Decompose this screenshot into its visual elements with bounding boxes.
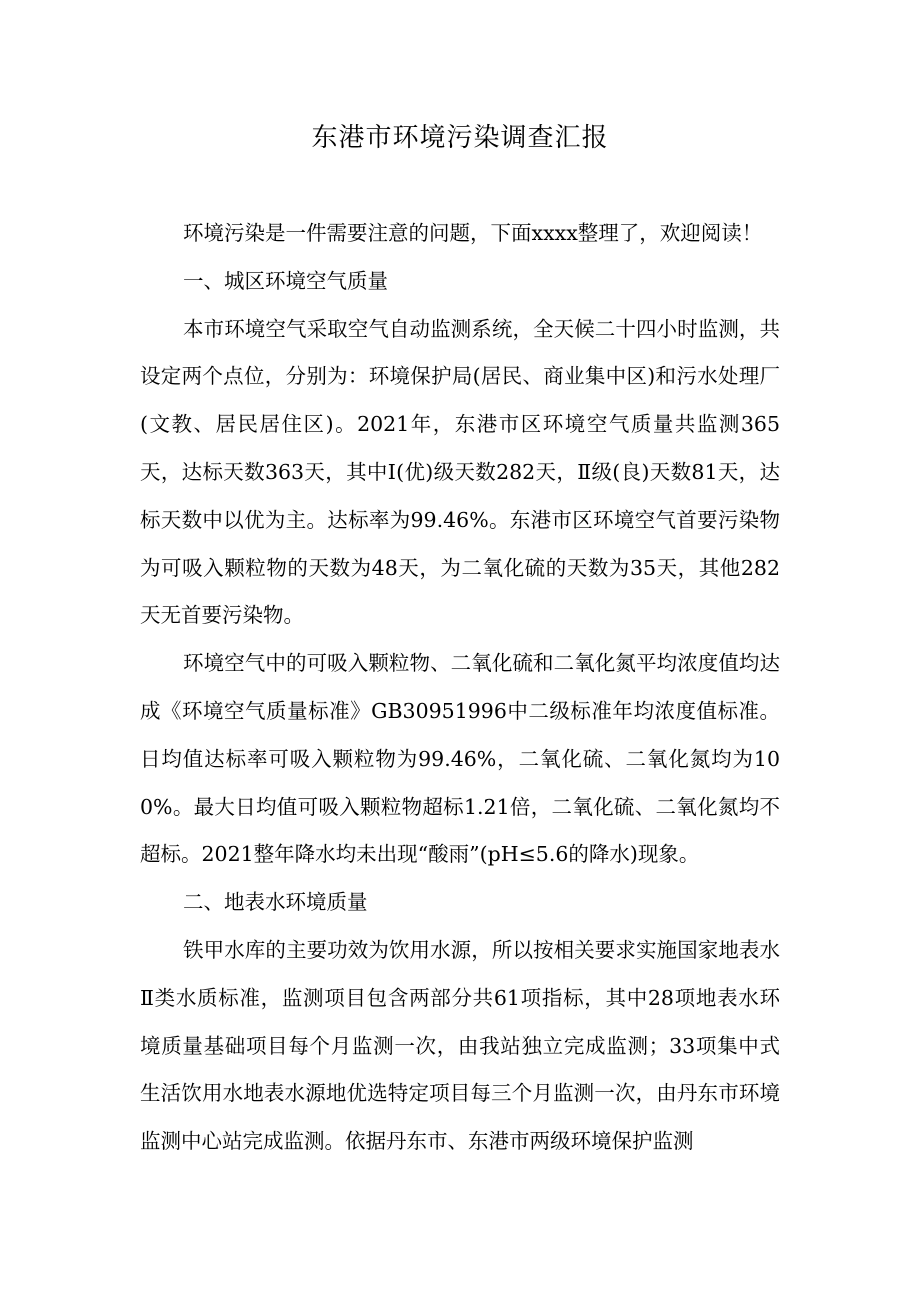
section-heading-surface-water: 二、地表水环境质量 [183, 890, 368, 915]
document-title: 东港市环境污染调查汇报 [311, 123, 609, 153]
air-quality-monitoring-paragraph: 本市环境空气采取空气自动监测系统，全天候二十四小时监测，共设定两个点位，分别为：环境保护局(居民、商业集中区)和污水处理厂(文教、居民居住区)。2021年，东港市区环境空气质量共监测365天，达标天数363天，其中Ⅰ(优)级天数282天，Ⅱ级(良)天数81天，达标天数中以优为主。达标率为99.46%。东港市区环境空气首要污染物为可吸入颗粒物的天数为48天，为二氧化硫的天数为35天，其他282天无首要污染物。 [140, 316, 780, 628]
intro-paragraph: 环境污染是一件需要注意的问题，下面xxxx整理了，欢迎阅读！ [183, 221, 763, 245]
air-pollutant-concentration-paragraph: 环境空气中的可吸入颗粒物、二氧化硫和二氧化氮平均浓度值均达成《环境空气质量标准》GB30951996中二级标准年均浓度值标准。日均值达标率可吸入颗粒物为99.46%，二氧化硫、二氧化氮均为100%。最大日均值可吸入颗粒物超标1.21倍，二氧化硫、二氧化氮均不超标。2021整年降水均未出现“酸雨”(pH≤5.6的降水)现象。 [140, 651, 780, 867]
surface-water-paragraph: 铁甲水库的主要功效为饮用水源，所以按相关要求实施国家地表水Ⅱ类水质标准，监测项目包含两部分共61项指标，其中28项地表水环境质量基础项目每个月监测一次，由我站独立完成监测；33项集中式生活饮用水地表水源地优选特定项目每三个月监测一次，由丹东市环境监测中心站完成监测。依据丹东市、东港市两级环境保护监测 [140, 937, 780, 1154]
section-heading-air-quality: 一、城区环境空气质量 [183, 268, 389, 293]
document-body [140, 210, 780, 1166]
